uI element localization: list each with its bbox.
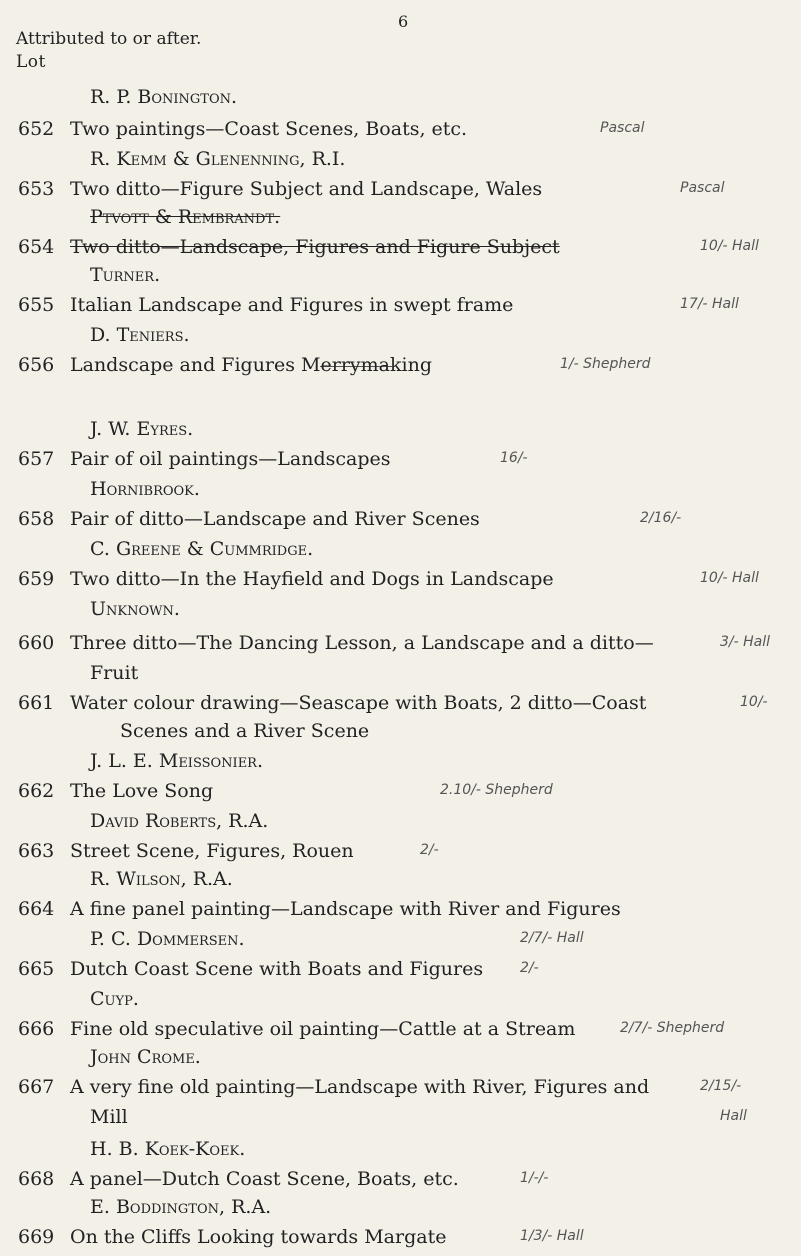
lot-number: 661 xyxy=(18,692,55,714)
handwritten-price-note: 10/- xyxy=(740,694,768,710)
artist-name: Unknown. xyxy=(90,598,180,620)
artist-heading xyxy=(0,538,801,568)
artist-name: J. W. Eyres. xyxy=(90,418,194,440)
lot-entry xyxy=(0,1168,801,1198)
lot-entry xyxy=(0,840,801,870)
lot-description: A panel—Dutch Coast Scene, Boats, etc. xyxy=(70,1168,459,1190)
lot-number: 655 xyxy=(18,294,55,316)
lot-number: 668 xyxy=(18,1168,55,1190)
artist-heading xyxy=(0,206,801,236)
artist-name: C. Greene & Cummridge. xyxy=(90,538,314,560)
lot-description: Pair of oil paintings—Landscapes xyxy=(70,448,391,470)
handwritten-price-note: 2/15/- xyxy=(700,1078,742,1094)
lot-description: Three ditto—The Dancing Lesson, a Landscape and a ditto— xyxy=(70,632,654,654)
lot-entry xyxy=(0,448,801,478)
handwritten-price-note: 2/- xyxy=(420,842,439,858)
handwritten-price-note: 3/- Hall xyxy=(720,634,771,650)
page-number: 6 xyxy=(398,12,409,31)
lot-entry xyxy=(0,354,801,384)
handwritten-price-note: 16/- xyxy=(500,450,528,466)
artist-name: R. Kemm & Glenenning, R.I. xyxy=(90,148,346,170)
lot-description: Two ditto—In the Hayfield and Dogs in Landscape xyxy=(70,568,554,590)
artist-name: Hornibrook. xyxy=(90,478,200,500)
artist-heading xyxy=(0,810,801,840)
lot-number: 654 xyxy=(18,236,55,258)
artist-name: H. B. Koek-Koek. xyxy=(90,1138,246,1160)
lot-number: 669 xyxy=(18,1226,55,1248)
artist-heading xyxy=(0,868,801,898)
lot-number: 657 xyxy=(18,448,55,470)
lot-entry xyxy=(0,898,801,928)
lot-description: Scenes and a River Scene xyxy=(120,720,370,742)
lot-entry xyxy=(0,294,801,324)
artist-name: John Crome. xyxy=(90,1046,201,1068)
handwritten-price-note: 1/-/- xyxy=(520,1170,549,1186)
handwritten-price-note: 17/- Hall xyxy=(680,296,739,312)
artist-heading xyxy=(0,1196,801,1226)
lot-entry xyxy=(0,958,801,988)
artist-name: J. L. E. Meissonier. xyxy=(90,750,264,772)
artist-heading xyxy=(0,1046,801,1076)
artist-name: E. Boddington, R.A. xyxy=(90,1196,272,1218)
handwritten-price-note: 1/3/- Hall xyxy=(520,1228,584,1244)
artist-heading xyxy=(0,418,801,448)
lot-entry xyxy=(0,632,801,662)
continuation-line xyxy=(0,662,801,692)
handwritten-price-note: 2/7/- Shepherd xyxy=(620,1020,725,1036)
continuation-line xyxy=(0,1106,801,1136)
handwritten-price-note: Hall xyxy=(720,1108,747,1124)
lot-description: On the Cliffs Looking towards Margate xyxy=(70,1226,447,1248)
lot-description: Italian Landscape and Figures in swept frame xyxy=(70,294,514,316)
lot-description: Fruit xyxy=(90,662,139,684)
artist-heading xyxy=(0,478,801,508)
lot-entry xyxy=(0,118,801,148)
artist-name: R. P. Bonington. xyxy=(90,86,238,108)
artist-name: D. Teniers. xyxy=(90,324,190,346)
artist-name: Ptvott & Rembrandt. xyxy=(90,206,281,228)
lot-number: 667 xyxy=(18,1076,55,1098)
lot-description: Two ditto—Landscape, Figures and Figure Subject xyxy=(70,236,560,258)
lot-number: 652 xyxy=(18,118,55,140)
continuation-line xyxy=(0,720,801,750)
lot-description: Dutch Coast Scene with Boats and Figures xyxy=(70,958,484,980)
lot-entry xyxy=(0,1226,801,1256)
lot-entry xyxy=(0,1076,801,1106)
handwritten-price-note: 2/7/- Hall xyxy=(520,930,584,946)
lot-number: 658 xyxy=(18,508,55,530)
lot-number: 662 xyxy=(18,780,55,802)
artist-heading xyxy=(0,750,801,780)
lot-number: 663 xyxy=(18,840,55,862)
lot-number: 656 xyxy=(18,354,55,376)
lot-entry xyxy=(0,236,801,266)
lot-entry xyxy=(0,692,801,722)
lot-number: 660 xyxy=(18,632,55,654)
lot-description: A fine panel painting—Landscape with River and Figures xyxy=(70,898,621,920)
handwritten-price-note: Pascal xyxy=(600,120,645,136)
lot-column-label: Lot xyxy=(16,52,46,72)
artist-name: Turner. xyxy=(90,264,161,286)
lot-description: The Love Song xyxy=(70,780,214,802)
handwritten-price-note: 2/16/- xyxy=(640,510,682,526)
lot-number: 665 xyxy=(18,958,55,980)
handwritten-price-note: 10/- Hall xyxy=(700,570,759,586)
lot-number: 653 xyxy=(18,178,55,200)
lot-entry xyxy=(0,178,801,208)
artist-heading xyxy=(0,324,801,354)
artist-heading xyxy=(0,86,801,116)
lot-number: 666 xyxy=(18,1018,55,1040)
lot-description: A very fine old painting—Landscape with River, Figures and xyxy=(70,1076,650,1098)
artist-heading xyxy=(0,1138,801,1168)
artist-heading xyxy=(0,928,801,958)
artist-name: David Roberts, R.A. xyxy=(90,810,269,832)
handwritten-price-note: 1/- Shepherd xyxy=(560,356,651,372)
artist-heading xyxy=(0,148,801,178)
lot-description: Pair of ditto—Landscape and River Scenes xyxy=(70,508,480,530)
handwritten-price-note: Pascal xyxy=(680,180,725,196)
lot-description: Two ditto—Figure Subject and Landscape, Wales xyxy=(70,178,543,200)
handwritten-price-note: 2/- xyxy=(520,960,539,976)
artist-heading xyxy=(0,264,801,294)
lot-description: Landscape and Figures Merrymaking xyxy=(70,354,432,376)
lot-number: 664 xyxy=(18,898,55,920)
artist-heading xyxy=(0,598,801,628)
artist-name: Cuyp. xyxy=(90,988,139,1010)
section-heading: Attributed to or after. xyxy=(16,29,202,49)
lot-entry xyxy=(0,568,801,598)
lot-description: Two paintings—Coast Scenes, Boats, etc. xyxy=(70,118,468,140)
lot-entry xyxy=(0,508,801,538)
lot-description: Street Scene, Figures, Rouen xyxy=(70,840,354,862)
lot-description: Fine old speculative oil painting—Cattle at a Stream xyxy=(70,1018,576,1040)
lot-number: 659 xyxy=(18,568,55,590)
lot-entry xyxy=(0,780,801,810)
artist-heading xyxy=(0,988,801,1018)
handwritten-price-note: 10/- Hall xyxy=(700,238,759,254)
lot-description: Mill xyxy=(90,1106,128,1128)
lot-description: Water colour drawing—Seascape with Boats, 2 ditto—Coast xyxy=(70,692,647,714)
artist-name: R. Wilson, R.A. xyxy=(90,868,233,890)
handwritten-price-note: 2.10/- Shepherd xyxy=(440,782,553,798)
lot-entry xyxy=(0,1018,801,1048)
artist-name: P. C. Dommersen. xyxy=(90,928,245,950)
